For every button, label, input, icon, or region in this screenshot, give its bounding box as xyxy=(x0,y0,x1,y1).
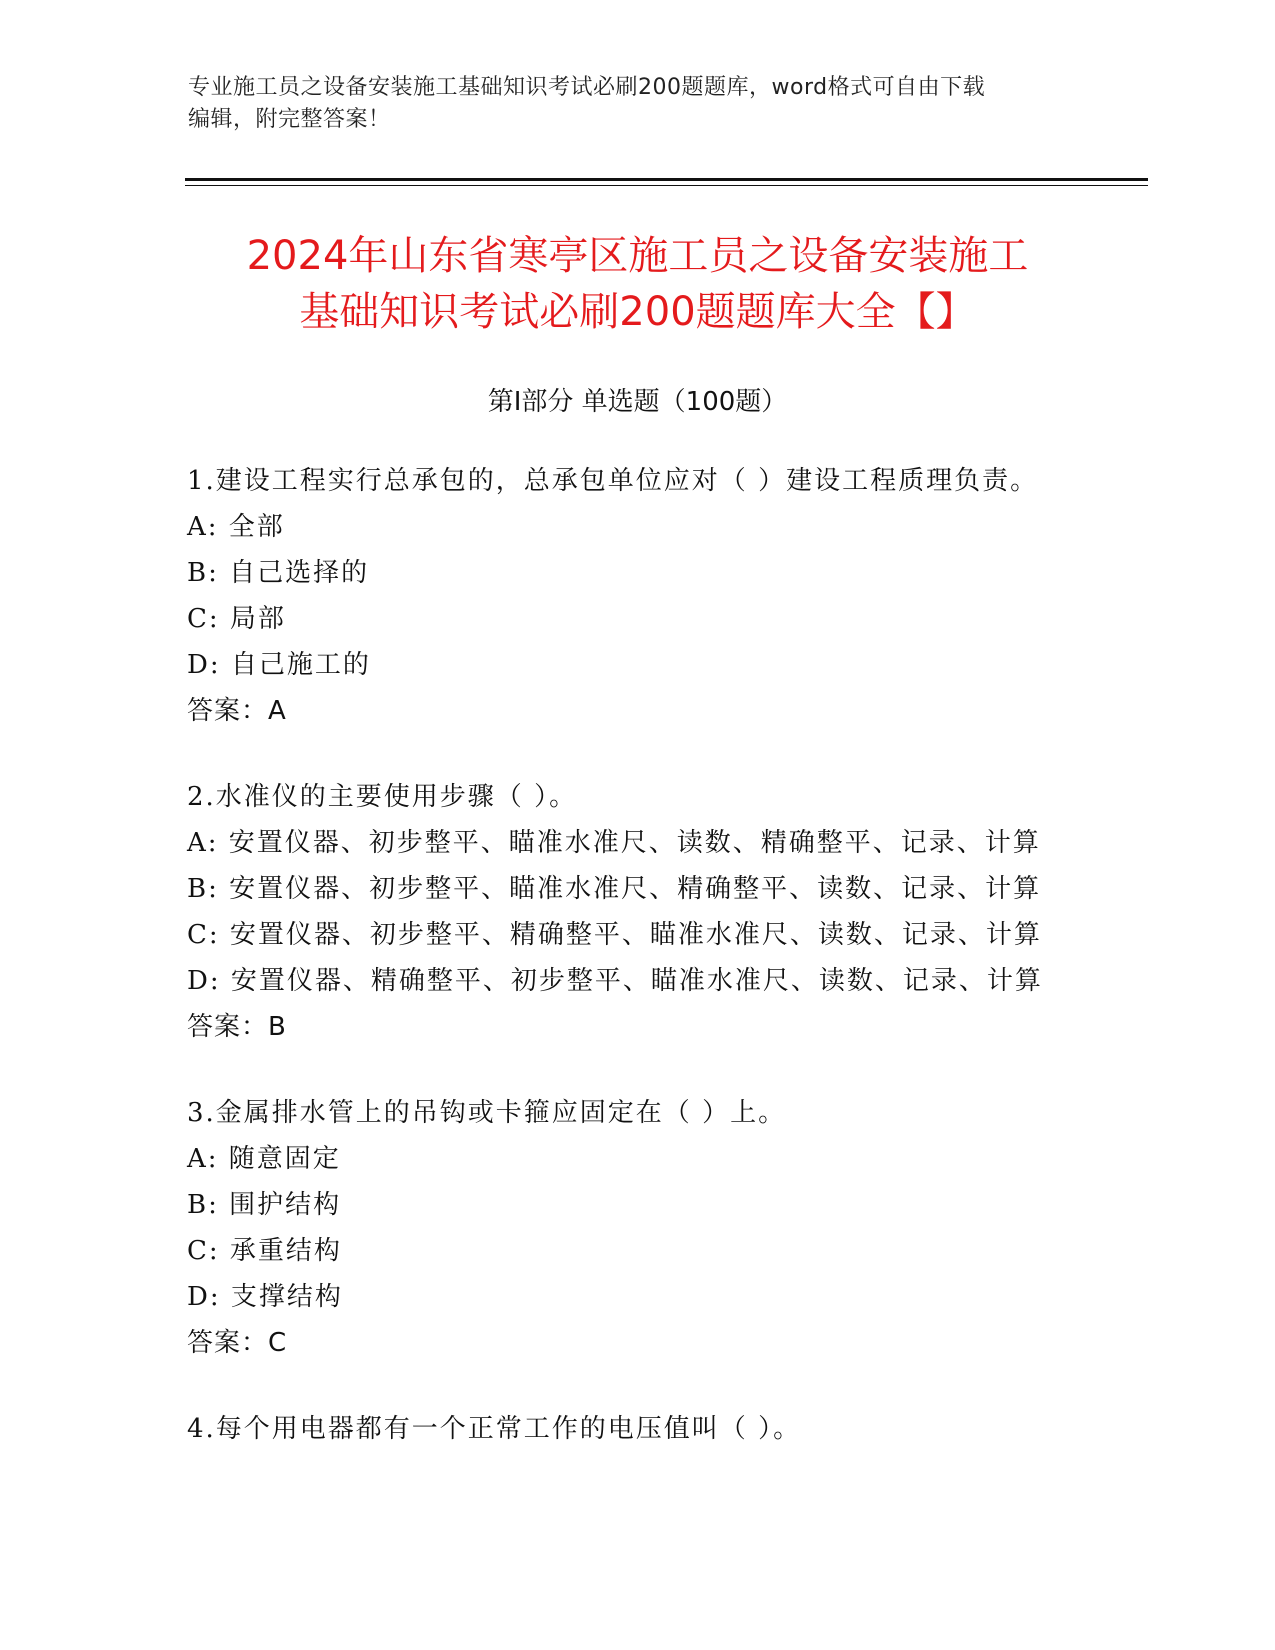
option-b: B: 自己选择的 xyxy=(187,558,370,588)
question-stem: 4.每个用电器都有一个正常工作的电压值叫（ ）。 xyxy=(187,1414,802,1444)
question-3 xyxy=(187,1090,1187,1366)
option-c: C: 安置仪器、初步整平、精确整平、瞄准水准尺、读数、记录、计算 xyxy=(187,920,1042,950)
section-heading: 第Ⅰ部分 单选题（100题） xyxy=(487,387,788,417)
option-b: B: 围护结构 xyxy=(187,1190,342,1220)
header-note xyxy=(188,72,1088,136)
title-line-1: 2024年山东省寒亭区施工员之设备安装施工 xyxy=(246,233,1029,279)
question-stem: 1.建设工程实行总承包的，总承包单位应对（ ）建设工程质理负责。 xyxy=(187,466,1039,496)
option-a: A: 安置仪器、初步整平、瞄准水准尺、读数、精确整平、记录、计算 xyxy=(187,828,1041,858)
question-2 xyxy=(187,774,1187,1050)
title-line-2: 基础知识考试必刷200题题库大全【】 xyxy=(299,289,976,335)
option-c: C: 局部 xyxy=(187,604,286,634)
question-4 xyxy=(187,1406,1187,1452)
question-stem: 3.金属排水管上的吊钩或卡箍应固定在（ ）上。 xyxy=(187,1098,787,1128)
question-stem: 2.水准仪的主要使用步骤（ ）。 xyxy=(187,782,578,812)
option-a: A: 随意固定 xyxy=(187,1144,341,1174)
answer: 答案：B xyxy=(187,1012,287,1042)
header-note-line-2: 编辑，附完整答案！ xyxy=(188,107,391,132)
document-title xyxy=(150,228,1125,340)
option-d: D: 支撑结构 xyxy=(187,1282,343,1312)
option-a: A: 全部 xyxy=(187,512,285,542)
header-divider-thin xyxy=(185,185,1148,186)
option-d: D: 安置仪器、精确整平、初步整平、瞄准水准尺、读数、记录、计算 xyxy=(187,966,1043,996)
header-divider-thick xyxy=(185,178,1148,181)
option-c: C: 承重结构 xyxy=(187,1236,342,1266)
header-note-line-1: 专业施工员之设备安装施工基础知识考试必刷200题题库，word格式可自由下载 xyxy=(188,75,986,100)
answer: 答案：A xyxy=(187,696,287,726)
option-b: B: 安置仪器、初步整平、瞄准水准尺、精确整平、读数、记录、计算 xyxy=(187,874,1042,904)
answer: 答案：C xyxy=(187,1328,288,1358)
question-1 xyxy=(187,458,1187,734)
option-d: D: 自己施工的 xyxy=(187,650,371,680)
